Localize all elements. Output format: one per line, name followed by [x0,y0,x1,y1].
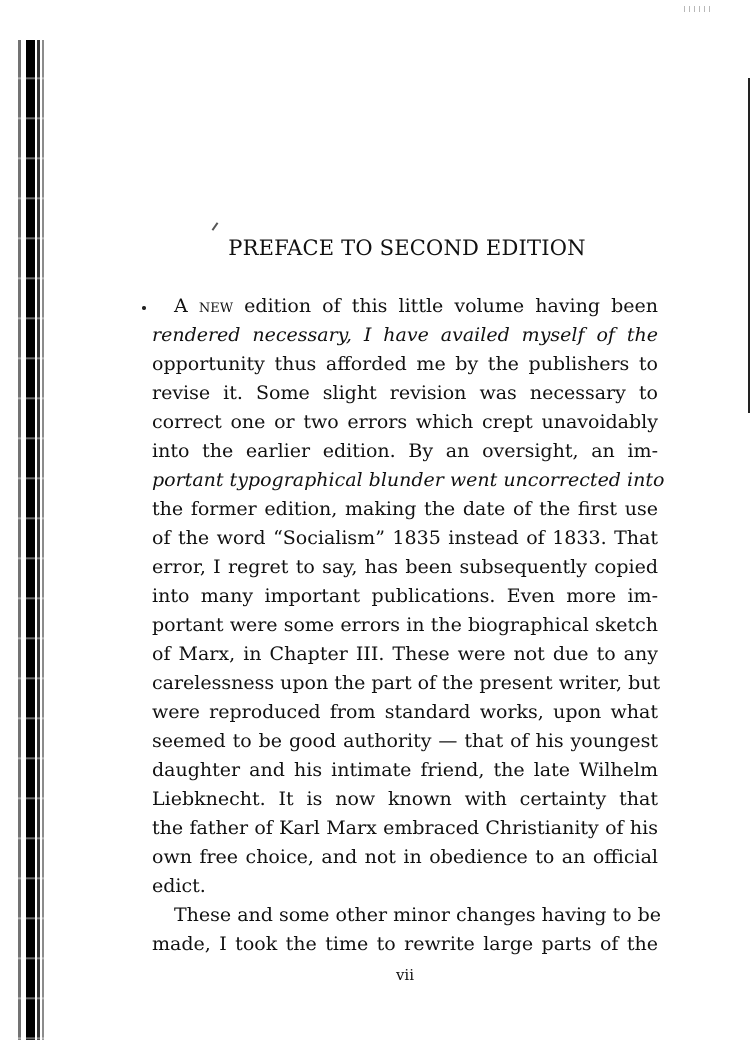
paragraph-2-line: made, I took the time to rewrite large parts of the [152,933,658,955]
paragraph-1-line: of Marx, in Chapter III. These were not due to any [152,643,658,665]
paragraph-1-line: portant were some errors in the biographical sketch [152,614,658,636]
paragraph-1-line: daughter and his intimate friend, the late Wilhelm [152,759,658,781]
paragraph-1-line: rendered necessary, I have availed myself of the [152,324,658,346]
binding-gutter-shadow [14,40,50,1040]
paragraph-1-line: into the earlier edition. By an oversight, an im- [152,440,658,462]
paragraph-1-line: portant typographical blunder went uncorrected into [152,469,665,491]
page-edge-line [748,78,750,413]
paragraph-1-line: correct one or two errors which crept unavoidably [152,411,658,433]
text-run: edition of this little volume having been [233,295,658,317]
paragraph-1-line [152,292,658,321]
paragraph-1-line: own free choice, and not in obedience to an official [152,846,658,868]
preface-body [152,292,665,959]
paragraph-1-line: revise it. Some slight revision was necessary to [152,382,658,404]
paragraph-2-line: These and some other minor changes having to be [174,904,661,926]
page-number: vii [395,966,415,984]
paragraph-1-line: Liebknecht. It is now known with certainty that [152,788,658,810]
scan-artifact-dot [142,306,146,310]
paragraph-1-line: error, I regret to say, has been subsequently copied [152,556,658,578]
paragraph-1-line: into many important publications. Even more im- [152,585,658,607]
paragraph-1-line: edict. [152,875,206,897]
gutter-speckle [14,40,50,1040]
paragraph-1-line: opportunity thus afforded me by the publishers to [152,353,658,375]
page-title: PREFACE TO SECOND EDITION [228,236,586,260]
paragraph-1-line: carelessness upon the part of the present writer, but [152,672,661,694]
smallcaps-word: new [198,295,234,317]
paragraph-1-line: were reproduced from standard works, upon what [152,701,658,723]
paragraph-dropcap: A [174,295,188,317]
paragraph-1-line: the former edition, making the date of the first use [152,498,658,520]
scan-artifact-mark [212,222,219,231]
paragraph-1-line: of the word “Socialism” 1835 instead of 1833. That [152,527,658,549]
scan-artifact-dots [684,6,714,12]
paragraph-1-line: the father of Karl Marx embraced Christianity of his [152,817,658,839]
paragraph-1-line: seemed to be good authority — that of his youngest [152,730,658,752]
